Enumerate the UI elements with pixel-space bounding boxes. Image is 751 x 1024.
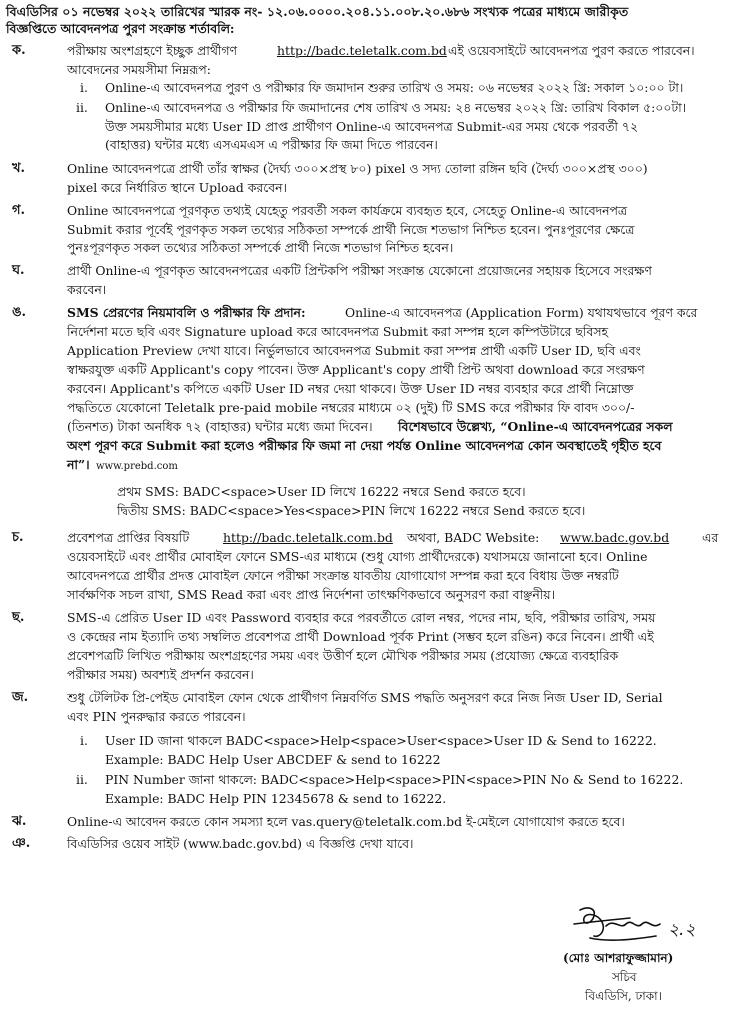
cha-line-1: SMS-এ প্রেরিত User ID এবং Password ব্যবহার করে পরবর্তীতে রোল নম্বর, পদের নাম, ছবি, পরীক্ষার তারিখ, সময় bbox=[67, 610, 656, 625]
ka-line-6: (বাহাত্তর) ঘন্টার মধ্যে এসএমএস এ পরীক্ষার ফি জমা দিতে পারবেন। bbox=[105, 137, 438, 152]
signatory-name: (মোঃ আশরাফুজ্জামান) bbox=[563, 951, 674, 965]
marker-ka-ii: ii. bbox=[76, 100, 88, 115]
umo-line-9: না”। bbox=[67, 457, 90, 472]
ga-line-2: Submit করার পূর্বেই পূরণকৃত সকল তথ্যের সঠিকতা সম্পর্কে প্রার্থী নিজে শতভাগ নিশ্চিত হবেন। পুনঃপূরণের ক্ষেত্রে bbox=[67, 222, 635, 237]
kha-line-1: Online আবেদনপত্রে প্রার্থী তাঁর স্বাক্ষর (দৈর্ঘ্য ৩০০×প্রস্থ ৮০) pixel ও সদ্য তোলা রঙ্গিন ছবি (দৈর্ঘ্য ৩০০×প্রস্থ ৩০০) bbox=[67, 161, 648, 176]
ga-line-1: Online আবেদনপত্রে পূরণকৃত তথ্যই যেহেতু পরবর্তী সকল কার্যক্রমে ব্যবহৃত হবে, সেহেতু Online-এ আবেদনপত্র bbox=[67, 203, 628, 218]
umo-line-2: নির্দেশনা মতে ছবি এবং Signature upload করে আবেদনপত্র Submit করা সম্পন্ন হলে কম্পিউটারে ছবিসহ bbox=[67, 324, 609, 339]
watermark-text: www.prebd.com bbox=[96, 461, 178, 472]
ka-item-i: Online-এ আবেদনপত্র পুরণ ও পরীক্ষার ফি জমাদান শুরুর তারিখ ও সময়: ০৬ নভেম্বর ২০২২ খ্রি: সকাল ১০:০০ টা। bbox=[105, 80, 684, 95]
header-line-2: বিজ্ঞপ্তিতে আবেদনপত্র পুরণ সংক্রান্ত শর্তাবলি: bbox=[6, 21, 235, 36]
marker-ka: ক. bbox=[12, 43, 26, 58]
ka-item-ii: Online-এ আবেদনপত্র ও পরীক্ষার ফি জমাদানের শেষ তারিখ ও সময়: ২৪ নভেম্বর ২০২২ খ্রি: তারিখ বিকাল ৫:০০টা। bbox=[105, 100, 687, 115]
marker-cha: ছ. bbox=[12, 610, 25, 625]
ka-line-1a: পরীক্ষায় অংশগ্রহণে ইচ্ছুক প্রার্থীগণ bbox=[67, 43, 238, 58]
umo-heading: SMS প্রেরণের নিয়মাবলি ও পরীক্ষার ফি প্রদান: bbox=[67, 305, 306, 320]
ja-item-ii-line-1: PIN Number জানা থাকলে: BADC<space>Help<space>PIN<space>PIN No & Send to 16222. bbox=[105, 772, 684, 787]
ka-line-1b: এই ওয়েবসাইটে আবেদনপত্র পুরণ করতে পারবেন। bbox=[448, 43, 695, 58]
cha-line-4: পরীক্ষার সময়) অবশ্যই প্রদর্শন করবেন। bbox=[67, 667, 254, 682]
umo-line-6: পদ্ধতিতে যেকোনো Teletalk pre-paid mobile নম্বরের মাধ্যমে ০২ (দুই) টি SMS করে পরীক্ষার ফি বাবদ ৩০০/- bbox=[67, 400, 635, 415]
umo-line-8: অংশ পূরণ করে Submit করা হলেও পরীক্ষার ফি জমা না দেয়া পর্যন্ত Online আবেদনপত্র কোন অবস্থাতেই গৃহীত হবে bbox=[67, 438, 662, 453]
ca-line-1a: প্রবেশপত্র প্রাপ্তির বিষয়টি bbox=[67, 530, 190, 545]
ja-line-2: এবং PIN পুনরুদ্ধার করতে পারবেন। bbox=[67, 709, 246, 724]
ja-item-ii-line-2: Example: BADC Help PIN 12345678 & send to 16222. bbox=[105, 791, 447, 806]
marker-ca: চ. bbox=[12, 530, 24, 545]
marker-nya: ঞ. bbox=[12, 836, 31, 851]
ca-line-1c: এর bbox=[702, 530, 719, 545]
umo-line-5: করবেন। Applicant's কপিতে একটি User ID নম্বর দেয়া থাকবে। উক্ত User ID নম্বর ব্যবহার করে প্রার্থী নিম্নোক্ত bbox=[67, 381, 634, 396]
header-line-1: বিএডিসির ০১ নভেম্বর ২০২২ তারিখের স্মারক নং- ১২.০৬.০০০০.২০৪.১১.০০৮.২০.৬৮৬ সংখ্যক পত্রের মাধ্যমে জারীকৃত bbox=[6, 4, 629, 19]
marker-umo: ঙ. bbox=[12, 305, 27, 320]
ga-line-3: পুনঃপূরণকৃত সকল তথ্যের সঠিকতা সম্পর্কে প্রার্থী নিজে শতভাগ নিশ্চিত হবেন। bbox=[67, 240, 454, 255]
ka-link[interactable]: http://badc.teletalk.com.bd bbox=[277, 43, 447, 58]
marker-ka-i: i. bbox=[80, 80, 88, 95]
ja-item-i-line-1: User ID জানা থাকলে BADC<space>Help<space>User<space>User ID & Send to 16222. bbox=[105, 733, 657, 748]
jha-line-1: Online-এ আবেদন করতে কোন সমস্যা হলে vas.query@teletalk.com.bd ই-মেইলে যোগাযোগ করতে হবে। bbox=[67, 814, 625, 829]
ca-line-3: আবেদনপত্রে প্রার্থীর প্রদত্ত মোবাইল ফোনে পরীক্ষা সংক্রান্ত যাবতীয় যোগাযোগ সম্পন্ন করা হবে বিধায় উক্ত নম্বরটি bbox=[67, 568, 619, 583]
cha-line-2: ও কেন্দ্রের নাম ইত্যাদি তথ্য সম্বলিত প্রবেশপত্র প্রার্থী Download পূর্বক Print (সম্ভব হলে রঙিন) করে নিবেন। প্রার্থী এই bbox=[67, 629, 654, 644]
marker-ja-i: i. bbox=[80, 733, 88, 748]
ja-item-i-line-2: Example: BADC Help User ABCDEF & send to 16222 bbox=[105, 752, 441, 767]
ca-line-2: ওয়েবসাইটে এবং প্রার্থীর মোবাইল ফোনে SMS-এর মাধ্যমে (শুধু যোগ্য প্রার্থীদেরকে) যথাসময়ে জানানো হবে। Online bbox=[67, 549, 648, 564]
ca-line-4: সার্বক্ষণিক সচল রাখা, SMS Read করা এবং প্রাপ্ত নির্দেশনা তাৎক্ষণিকভাবে অনুসরণ করা বাঞ্ছনীয়। bbox=[67, 587, 556, 602]
signature-date-digits: ২.২ bbox=[668, 920, 696, 940]
ja-line-1: শুধু টেলিটক প্রি-পেইড মোবাইল ফোন থেকে প্রার্থীগণ নিম্নবর্ণিত SMS পদ্ধতি অনুসরণ করে নিজ নিজ User ID, Serial bbox=[67, 690, 663, 705]
cha-line-3: প্রবেশপত্রটি লিখিত পরীক্ষায় অংশগ্রহণের সময় এবং উত্তীর্ণ হলে মৌখিক পরীক্ষার সময় (প্রযোজ্য ক্ষেত্রে ব্যবহারিক bbox=[67, 648, 619, 663]
umo-line-7a: (তিনশত) টাকা অনধিক ৭২ (বাহাত্তর) ঘন্টার মধ্যে জমা দিবেন। bbox=[67, 419, 373, 434]
ka-line-2: আবেদনের সময়সীমা নিম্নরূপ: bbox=[67, 62, 211, 77]
ka-line-5: উক্ত সময়সীমার মধ্যে User ID প্রাপ্ত প্রার্থীগণ Online-এ আবেদনপত্র Submit-এর সময় থেকে পরবর্তী ৭২ bbox=[105, 119, 638, 134]
sms-second: দ্বিতীয় SMS: BADC<space>Yes<space>PIN লিখে 16222 নম্বরে Send করতে হবে। bbox=[117, 503, 586, 518]
signatory-title: সচিব bbox=[612, 970, 637, 984]
gha-line-1: প্রার্থী Online-এ পূরণকৃত আবেদনপত্রের একটি প্রিন্টকপি পরীক্ষা সংক্রান্ত যেকোনো প্রয়োজনের সহায়ক হিসেবে সংরক্ষণ bbox=[67, 263, 652, 278]
gha-line-2: করবেন। bbox=[67, 282, 107, 297]
ca-line-1b: অথবা, BADC Website: bbox=[407, 530, 540, 545]
umo-line-1: Online-এ আবেদনপত্র (Application Form) যথাযথভাবে পূরণ করে bbox=[345, 305, 698, 320]
marker-ja: জ. bbox=[12, 690, 29, 705]
kha-line-2: pixel করে নির্ধারিত স্থানে Upload করবেন। bbox=[67, 180, 287, 195]
sms-first: প্রথম SMS: BADC<space>User ID লিখে 16222 নম্বরে Send করতে হবে। bbox=[117, 484, 526, 499]
marker-ga: গ. bbox=[12, 203, 26, 218]
umo-line-7b: বিশেষভাবে উল্লেখ্য, “Online-এ আবেদনপত্রের সকল bbox=[398, 419, 673, 434]
ca-link-teletalk[interactable]: http://badc.teletalk.com.bd bbox=[223, 530, 393, 545]
signatory-office: বিএডিসি, ঢাকা। bbox=[585, 989, 662, 1003]
ca-link-badc[interactable]: www.badc.gov.bd bbox=[560, 530, 670, 545]
marker-ja-ii: ii. bbox=[76, 772, 88, 787]
umo-line-3: Application Preview দেখা যাবে। নির্ভুলভাবে আবেদনপত্র Submit করা সম্পন্ন প্রার্থী একটি User ID, ছবি এবং bbox=[67, 343, 641, 358]
marker-gha: ঘ. bbox=[12, 263, 25, 278]
umo-line-4: স্বাক্ষরযুক্ত একটি Applicant's copy পাবেন। উক্ত Applicant's copy প্রার্থী প্রিন্ট অথবা download করে সংরক্ষণ bbox=[67, 362, 645, 377]
marker-kha: খ. bbox=[12, 161, 26, 176]
marker-jha: ঝ. bbox=[12, 814, 27, 829]
nya-line-1: বিএডিসির ওয়েব সাইট (www.badc.gov.bd) এ বিজ্ঞপ্তি দেখা যাবে। bbox=[67, 836, 414, 851]
